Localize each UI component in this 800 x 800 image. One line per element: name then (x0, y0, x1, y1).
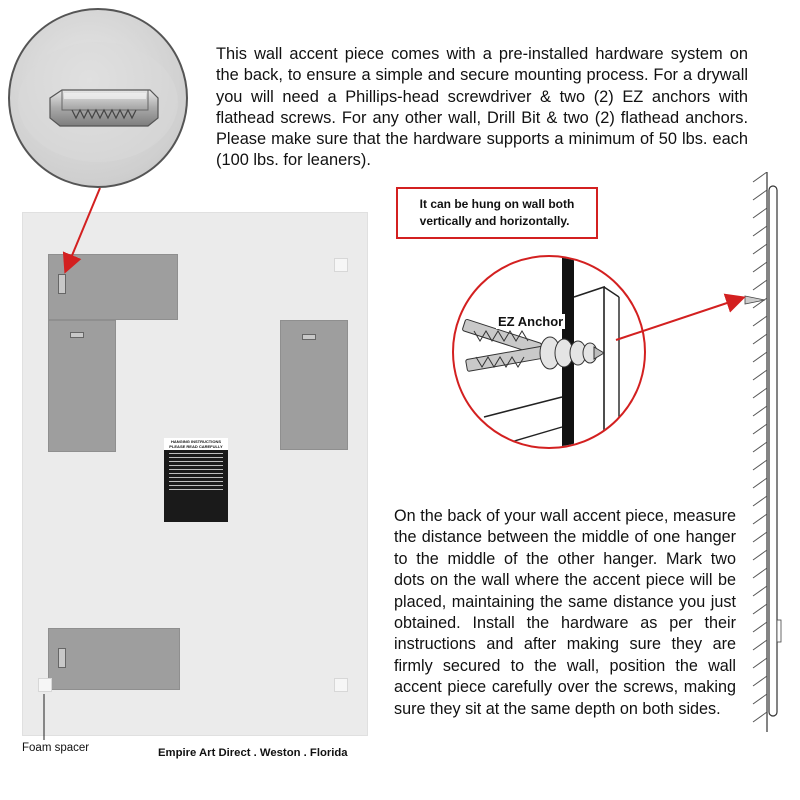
sawtooth-hanger-icon (58, 648, 66, 668)
card-title-line2: PLEASE READ CAREFULLY (169, 444, 223, 449)
sawtooth-hanger-icon (58, 274, 66, 294)
hanger-clip-icon (70, 332, 84, 338)
card-text-line (169, 485, 223, 486)
instructions-paragraph: On the back of your wall accent piece, measure the distance between the middle of one hanger to the middle of the other hanger. Mark two dots on the wall where the accent piece will be placed, maintaining the same distance you just obtained. Install the hardware as per their instructions and after making sure they are firmly secured to the wall, position the wall accent piece carefully over the screws, making sure they sit at the same depth on both sides. (394, 507, 736, 718)
card-text-line (169, 453, 223, 454)
foam-spacer (38, 678, 52, 692)
sawtooth-hanger-icon (10, 10, 186, 186)
card-text-line (169, 481, 223, 482)
card-text-line (169, 477, 223, 478)
card-text-line (169, 473, 223, 474)
foam-spacer (334, 678, 348, 692)
hanging-instructions-card (164, 438, 228, 522)
ez-anchor-label: EZ Anchor (498, 314, 564, 329)
intro-paragraph: This wall accent piece comes with a pre-installed hardware system on the back, to ensure a simple and secure mounting process. For a drywall you will need a Phillips-head screwdriver & two (2) EZ anchors with flathead screws. For any other wall, Drill Bit & two (2) flathead anchors. Please make sure that the hardware supports a minimum of 50 lbs. each (100 lbs. for leaners). (216, 45, 748, 170)
foam-spacer-label: Foam spacer (22, 742, 90, 754)
foam-spacer (334, 258, 348, 272)
card-title (164, 438, 228, 450)
hanger-clip-icon (302, 334, 316, 340)
wall-side-diagram (735, 172, 795, 732)
orientation-note-line2: vertically and horizontally. (419, 214, 570, 228)
ez-anchor-icon (454, 257, 644, 447)
orientation-note (396, 187, 598, 239)
orientation-note-line1: It can be hung on wall both (419, 197, 575, 211)
card-text-line (169, 465, 223, 466)
top-left-plate (48, 254, 178, 320)
bottom-plate (48, 628, 180, 690)
left-vertical-plate (48, 320, 116, 452)
hanger-zoom-circle (8, 8, 188, 188)
anchor-zoom-circle (452, 255, 646, 449)
card-text-line (169, 457, 223, 458)
card-text-line (169, 489, 223, 490)
card-text-line (169, 469, 223, 470)
brand-label: Empire Art Direct . Weston . Florida (158, 747, 348, 759)
wall-piece-back-panel (22, 212, 368, 736)
card-title-line1: HANGING INSTRUCTIONS (171, 439, 221, 444)
card-text-line (169, 461, 223, 462)
